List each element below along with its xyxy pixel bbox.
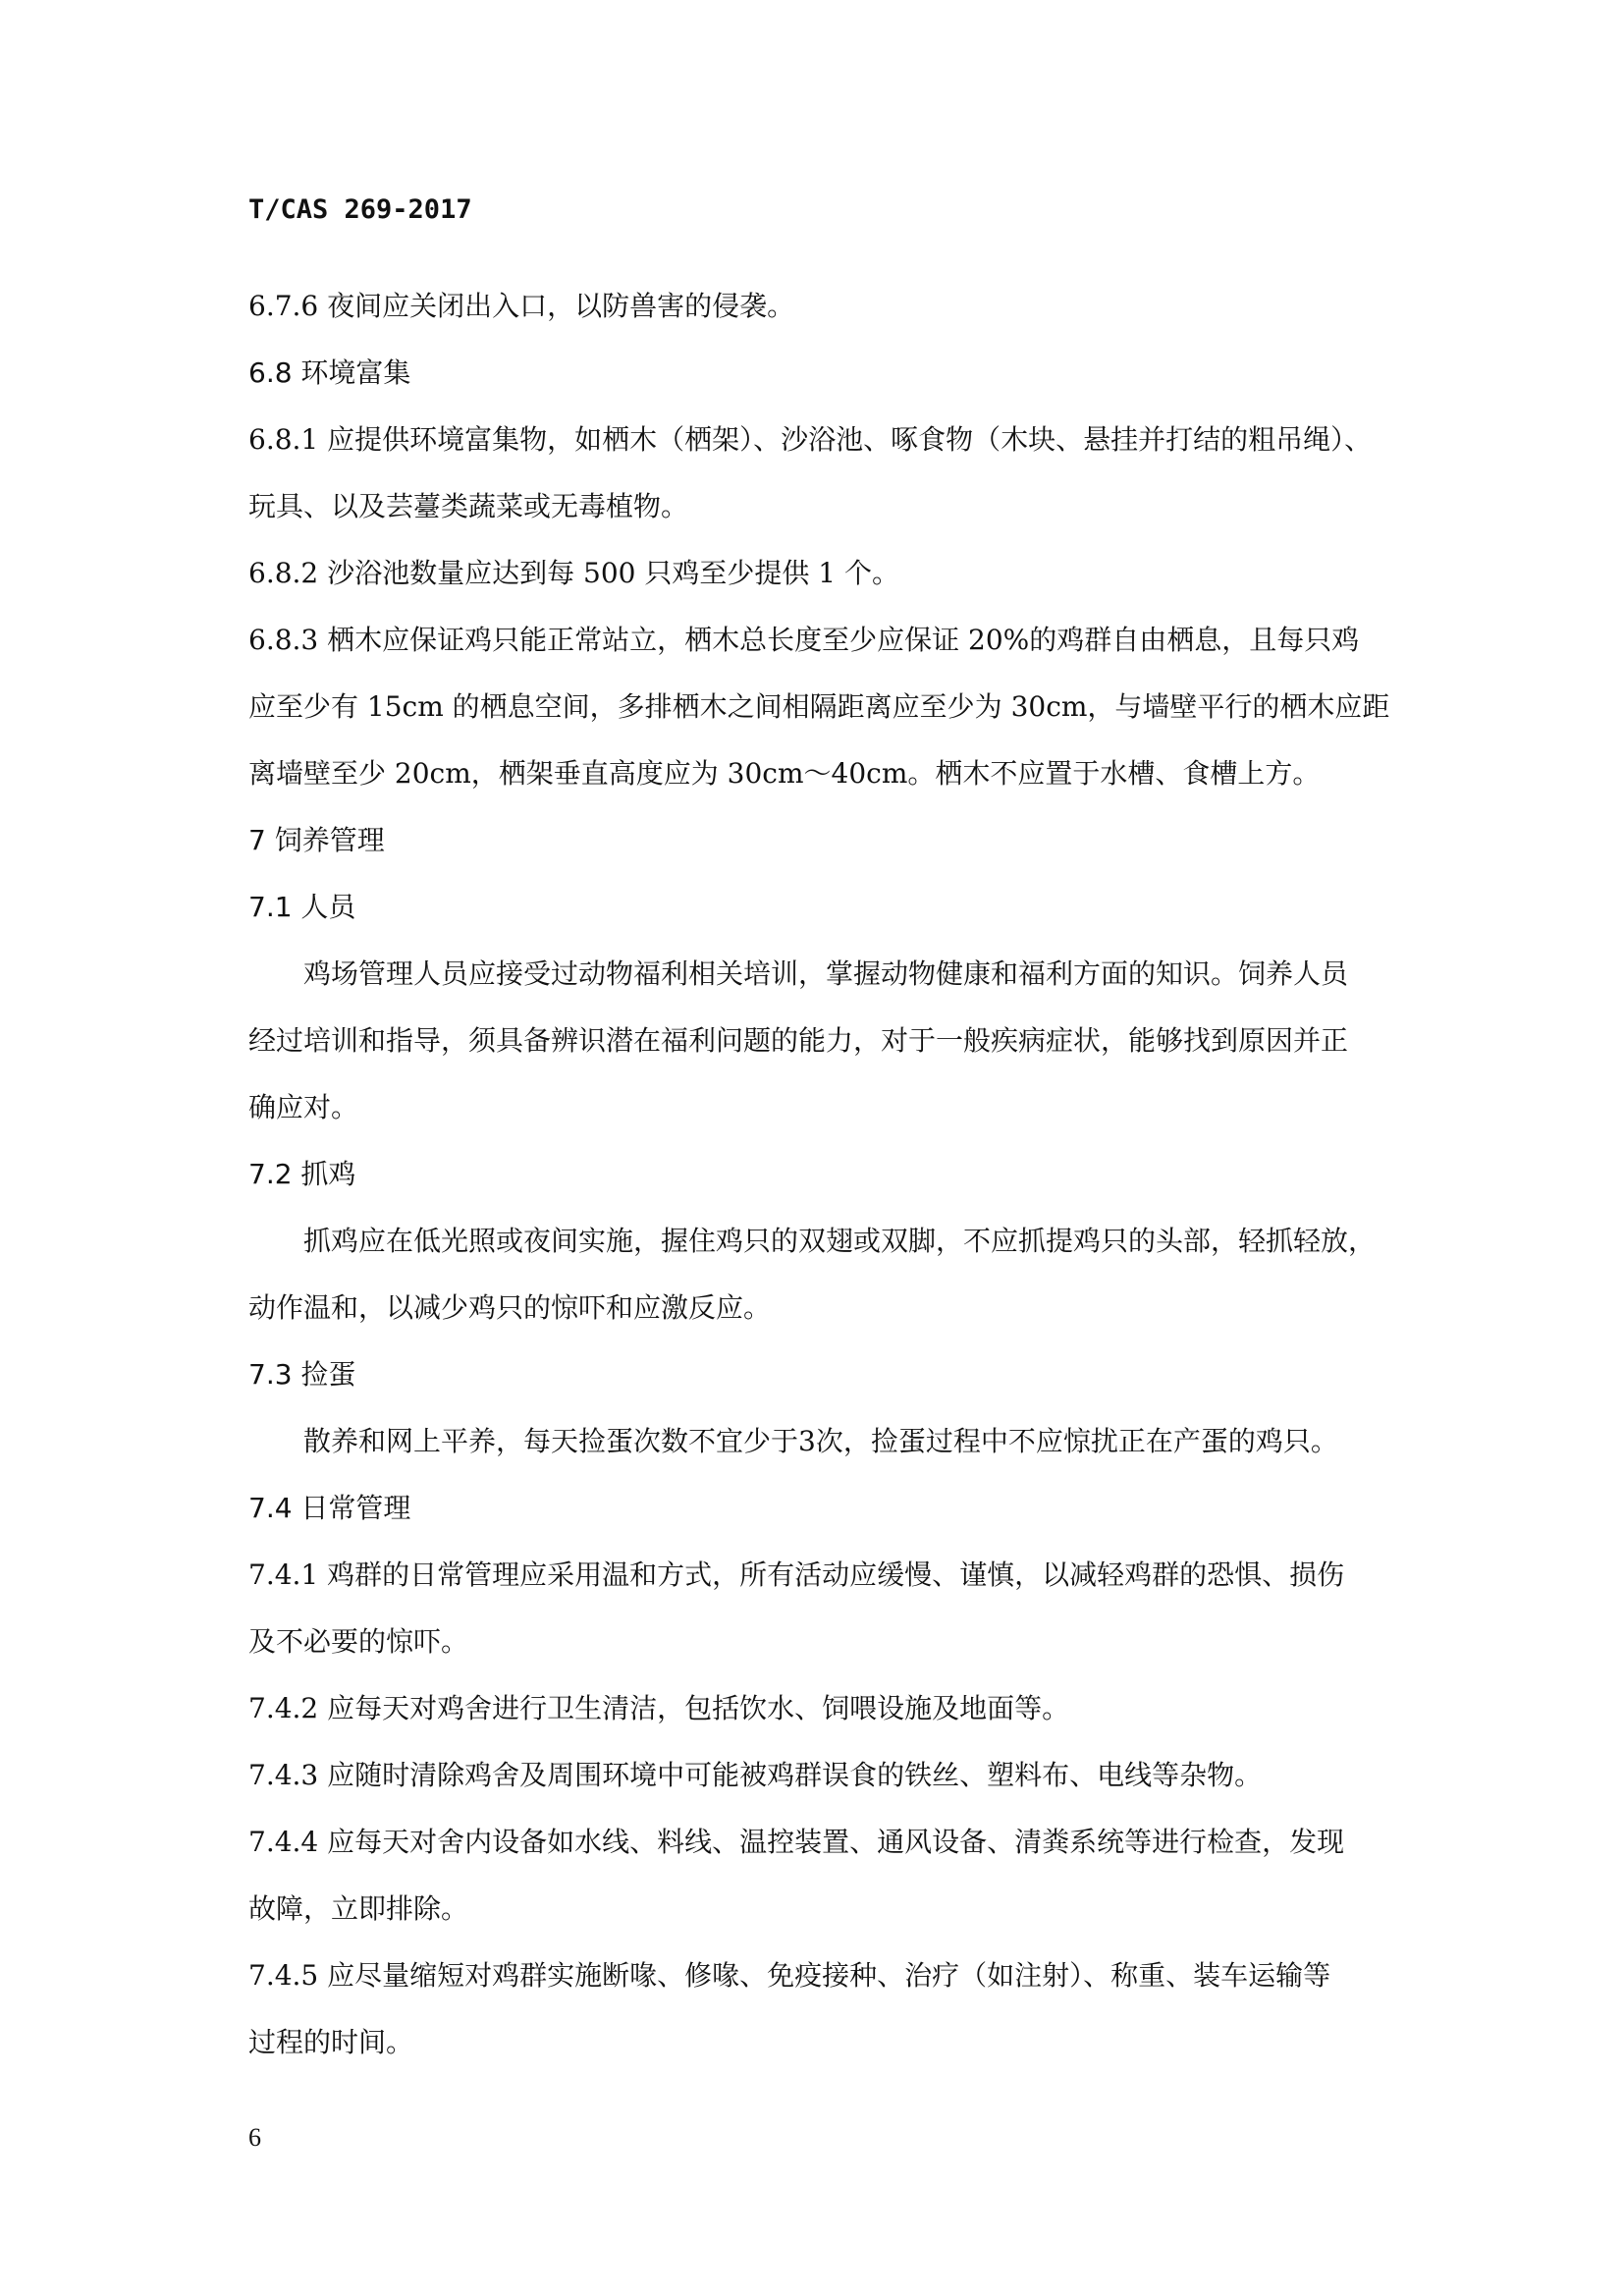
section-heading: 7.4 日常管理 (248, 1492, 411, 1524)
paragraph-line: 玩具、以及芸薹类蔬菜或无毒植物。 (248, 490, 689, 522)
page-number: 6 (248, 2123, 261, 2152)
paragraph-line: 故障，立即排除。 (248, 1892, 469, 1925)
document-body (248, 273, 1397, 2076)
paragraph-line: 动作温和，以减少鸡只的惊吓和应激反应。 (248, 1291, 772, 1324)
paragraph-line: 散养和网上平养，每天捡蛋次数不宜少于3次，捡蛋过程中不应惊扰正在产蛋的鸡只。 (303, 1425, 1338, 1457)
document-code: T/CAS 269-2017 (248, 194, 472, 225)
paragraph-line: 鸡场管理人员应接受过动物福利相关培训，掌握动物健康和福利方面的知识。饲养人员 (303, 957, 1349, 990)
section-heading: 7.3 捡蛋 (248, 1358, 356, 1391)
section-heading: 7.1 人员 (248, 891, 356, 923)
paragraph-line: 应至少有 15cm 的栖息空间，多排栖木之间相隔距离应至少为 30cm，与墙壁平行的栖木应距 (248, 690, 1390, 723)
paragraph-line: 6.8.1 应提供环境富集物，如栖木（栖架）、沙浴池、啄食物（木块、悬挂并打结的粗吊绳）、 (248, 423, 1373, 456)
paragraph-line: 确应对。 (248, 1091, 359, 1123)
paragraph-line: 6.8.3 栖木应保证鸡只能正常站立，栖木总长度至少应保证 20%的鸡群自由栖息，且每只鸡 (248, 624, 1360, 656)
paragraph-line: 离墙壁至少 20cm，栖架垂直高度应为 30cm～40cm。栖木不应置于水槽、食槽上方。 (248, 757, 1321, 790)
paragraph-line: 6.8.2 沙浴池数量应达到每 500 只鸡至少提供 1 个。 (248, 557, 900, 589)
paragraph-line: 7.4.5 应尽量缩短对鸡群实施断喙、修喙、免疫接种、治疗（如注射）、称重、装车运输等 (248, 1959, 1331, 1992)
paragraph-line: 6.7.6 夜间应关闭出入口，以防兽害的侵袭。 (248, 290, 795, 322)
paragraph-line: 及不必要的惊吓。 (248, 1625, 469, 1658)
paragraph-line: 过程的时间。 (248, 2026, 414, 2058)
paragraph-line: 7.4.4 应每天对舍内设备如水线、料线、温控装置、通风设备、清粪系统等进行检查，发现 (248, 1826, 1345, 1858)
paragraph-line: 经过培训和指导，须具备辨识潜在福利问题的能力，对于一般疾病症状，能够找到原因并正 (248, 1024, 1349, 1057)
section-heading: 7.2 抓鸡 (248, 1158, 356, 1190)
paragraph-line: 7.4.3 应随时清除鸡舍及周围环境中可能被鸡群误食的铁丝、塑料布、电线等杂物。 (248, 1759, 1263, 1791)
section-heading: 7 饲养管理 (248, 824, 385, 856)
paragraph-line: 7.4.2 应每天对鸡舍进行卫生清洁，包括饮水、饲喂设施及地面等。 (248, 1692, 1070, 1724)
paragraph-line: 7.4.1 鸡群的日常管理应采用温和方式，所有活动应缓慢、谨慎，以减轻鸡群的恐惧、损伤 (248, 1558, 1345, 1591)
section-heading: 6.8 环境富集 (248, 356, 411, 389)
paragraph-line: 抓鸡应在低光照或夜间实施，握住鸡只的双翅或双脚，不应抓提鸡只的头部，轻抓轻放， (303, 1225, 1377, 1257)
